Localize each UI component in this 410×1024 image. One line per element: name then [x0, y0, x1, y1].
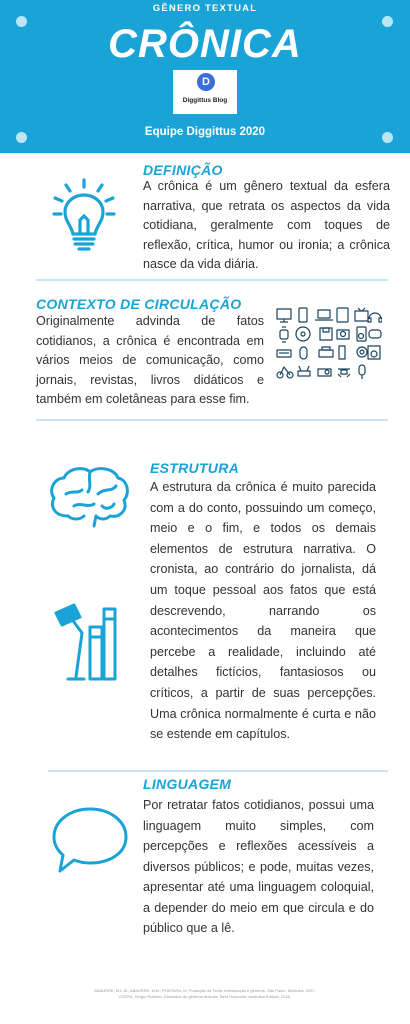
brain-icon	[48, 466, 130, 528]
section-text-contexto: Originalmente advinda de fatos cotidianos, a crônica é encontrada em vários meios de comunicação, como jornais, revistas, livros didáticos e também em coletâneas para esse fim.	[36, 314, 264, 407]
references-footer	[20, 988, 390, 1000]
section-title-estrutura: ESTRUTURA	[150, 460, 240, 476]
speaker-icon	[368, 346, 380, 359]
mp3-icon	[357, 327, 366, 341]
reference-line: ABAURRE, M.L.M.; ABAURRE, M.B.; PONTARA, M. Produção de Texto: interlocução e gêneros. São Paulo: Moderna, 2007.	[94, 988, 316, 993]
page-title: CRÔNICA	[108, 22, 302, 66]
decor-dot	[16, 132, 27, 143]
decor-dot	[16, 16, 27, 27]
header-subtitle: Equipe Diggittus 2020	[144, 126, 266, 138]
watch-icon	[280, 327, 288, 342]
reference-line: COSTA, Sérgio Roberto. Dicionário de gêneros textuais. Belo Horizonte: Autêntica Editora, 2018.	[119, 994, 291, 999]
decor-dot	[382, 132, 393, 143]
lightbulb-icon	[52, 178, 116, 254]
section-text-linguagem: Por retratar fatos cotidianos, possui uma linguagem muito simples, com percepções e reflexões acessíveis a diversos públicos; e pode, muitas vezes, apresentar até uma linguagem coloquial, a depender do meio em que circula e do público que a lê.	[143, 798, 374, 935]
tv-icon	[355, 308, 368, 321]
header-kicker: GÊNERO TEXTUAL	[152, 3, 258, 14]
keyboard-icon	[277, 350, 291, 357]
section-text-definicao: A crônica é um gênero textual da esfera narrativa, que retrata os aspectos da vida cotidiana, geralmente com toques de reflexão, crítica, humor ou ironia; a crônica nasce da vida diária.	[143, 179, 390, 272]
headphones-icon	[368, 313, 382, 322]
projector-icon	[318, 369, 331, 376]
section-divider	[48, 770, 388, 772]
printer-icon	[319, 347, 333, 357]
section-divider	[36, 419, 388, 421]
media-icons-grid	[276, 307, 382, 381]
laptop-icon	[315, 310, 333, 320]
section-title-contexto: CONTEXTO DE CIRCULAÇÃO	[36, 296, 242, 312]
router-icon	[298, 366, 310, 376]
logo-letter: D	[197, 73, 215, 91]
mouse-icon	[300, 347, 307, 359]
logo-text: Diggittus Blog	[182, 97, 228, 104]
camera-icon	[337, 330, 349, 339]
scooter-icon	[277, 367, 293, 378]
tablet-icon	[337, 308, 348, 322]
disc-icon	[296, 327, 310, 341]
lamp-books-icon	[52, 603, 118, 683]
phone-icon	[299, 308, 307, 322]
monitor-icon	[277, 309, 291, 322]
drone-icon	[338, 369, 350, 377]
section-title-linguagem: LINGUAGEM	[143, 776, 232, 792]
section-divider	[36, 279, 388, 281]
header-banner	[0, 0, 410, 153]
section-title-definicao: DEFINIÇÃO	[143, 162, 223, 178]
webcam-icon	[357, 347, 367, 357]
section-text-estrutura: A estrutura da crônica é muito parecida com a do conto, possuindo um começo, meio e o fim, e todos os demais elementos de estrutura narrativa. O cronista, ao contrário do jornalista, dá um toque pessoal aos fatos que está descrevendo, narrando os acontecimentos da maneira que percebe a realidade, incluindo até detalhes fictícios, fantasiosos ou críticos, a partir de suas percepções. Uma crônica normalmente é curta e não se estende em capítulos.	[150, 480, 376, 742]
microphone-icon	[359, 365, 365, 379]
speech-bubble-icon	[50, 805, 130, 875]
controller-icon	[369, 330, 381, 338]
blog-logo	[173, 70, 237, 114]
floppy-icon	[320, 328, 332, 340]
flash-icon	[339, 346, 345, 359]
decor-dot	[382, 16, 393, 27]
